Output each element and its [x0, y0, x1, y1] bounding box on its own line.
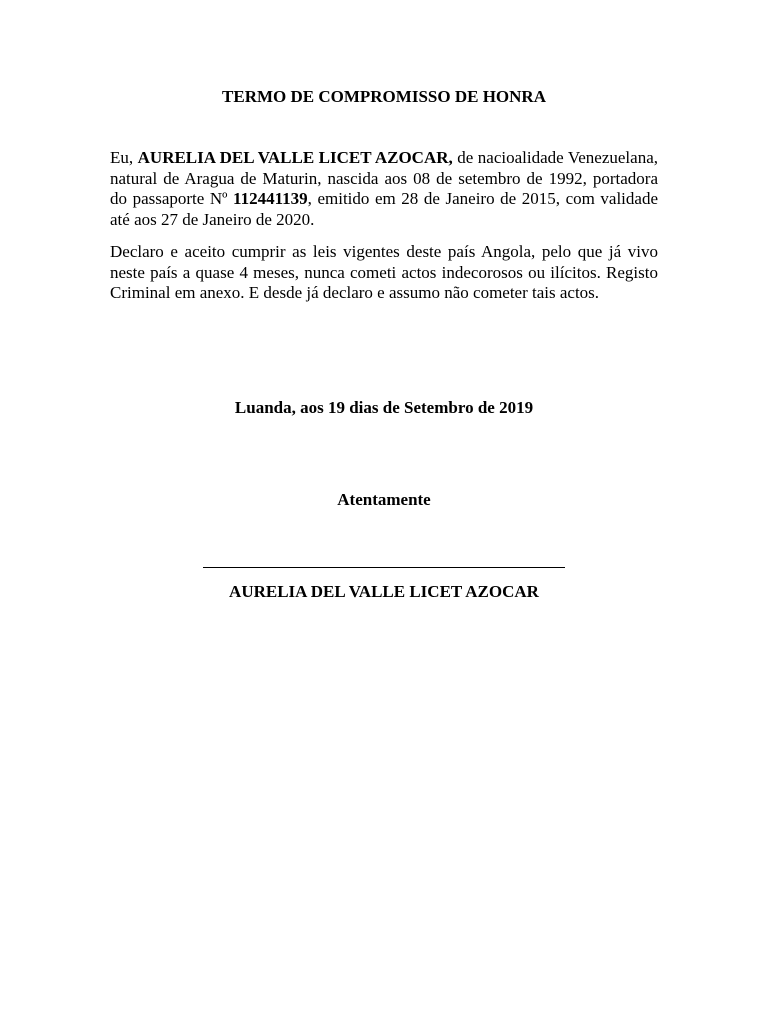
paragraph-middle: de nacioalidade Venezuelana, natural de Aragua de Maturin, nascida aos 08 de setembro de 1992, portadora do passaporte Nº	[110, 148, 658, 209]
document-title: TERMO DE COMPROMISSO DE HONRA	[222, 87, 546, 106]
place-date-line: Luanda, aos 19 dias de Setembro de 2019	[234, 398, 534, 417]
signature-name: AURELIA DEL VALLE LICET AZOCAR	[229, 582, 539, 601]
declarant-name: AURELIA DEL VALLE LICET AZOCAR,	[137, 148, 453, 167]
declaration-paragraph-identity	[110, 148, 658, 230]
paragraph-prefix: Eu,	[110, 148, 138, 167]
declaration-paragraph-commitment: Declaro e aceito cumprir as leis vigentes deste país Angola, pelo que já vivo neste país a quase 4 meses, nunca cometi actos indecorosos ou ilícitos. Registo Criminal em anexo. E desde já declaro e assumo não cometer tais actos.	[110, 242, 658, 303]
passport-number: 112441139	[233, 189, 308, 209]
closing-text: Atentamente	[337, 490, 431, 509]
paragraph-suffix: , emitido em 28 de Janeiro de 2015, com validade até aos 27 de Janeiro de 2020.	[110, 189, 658, 229]
signature-line	[203, 567, 565, 568]
